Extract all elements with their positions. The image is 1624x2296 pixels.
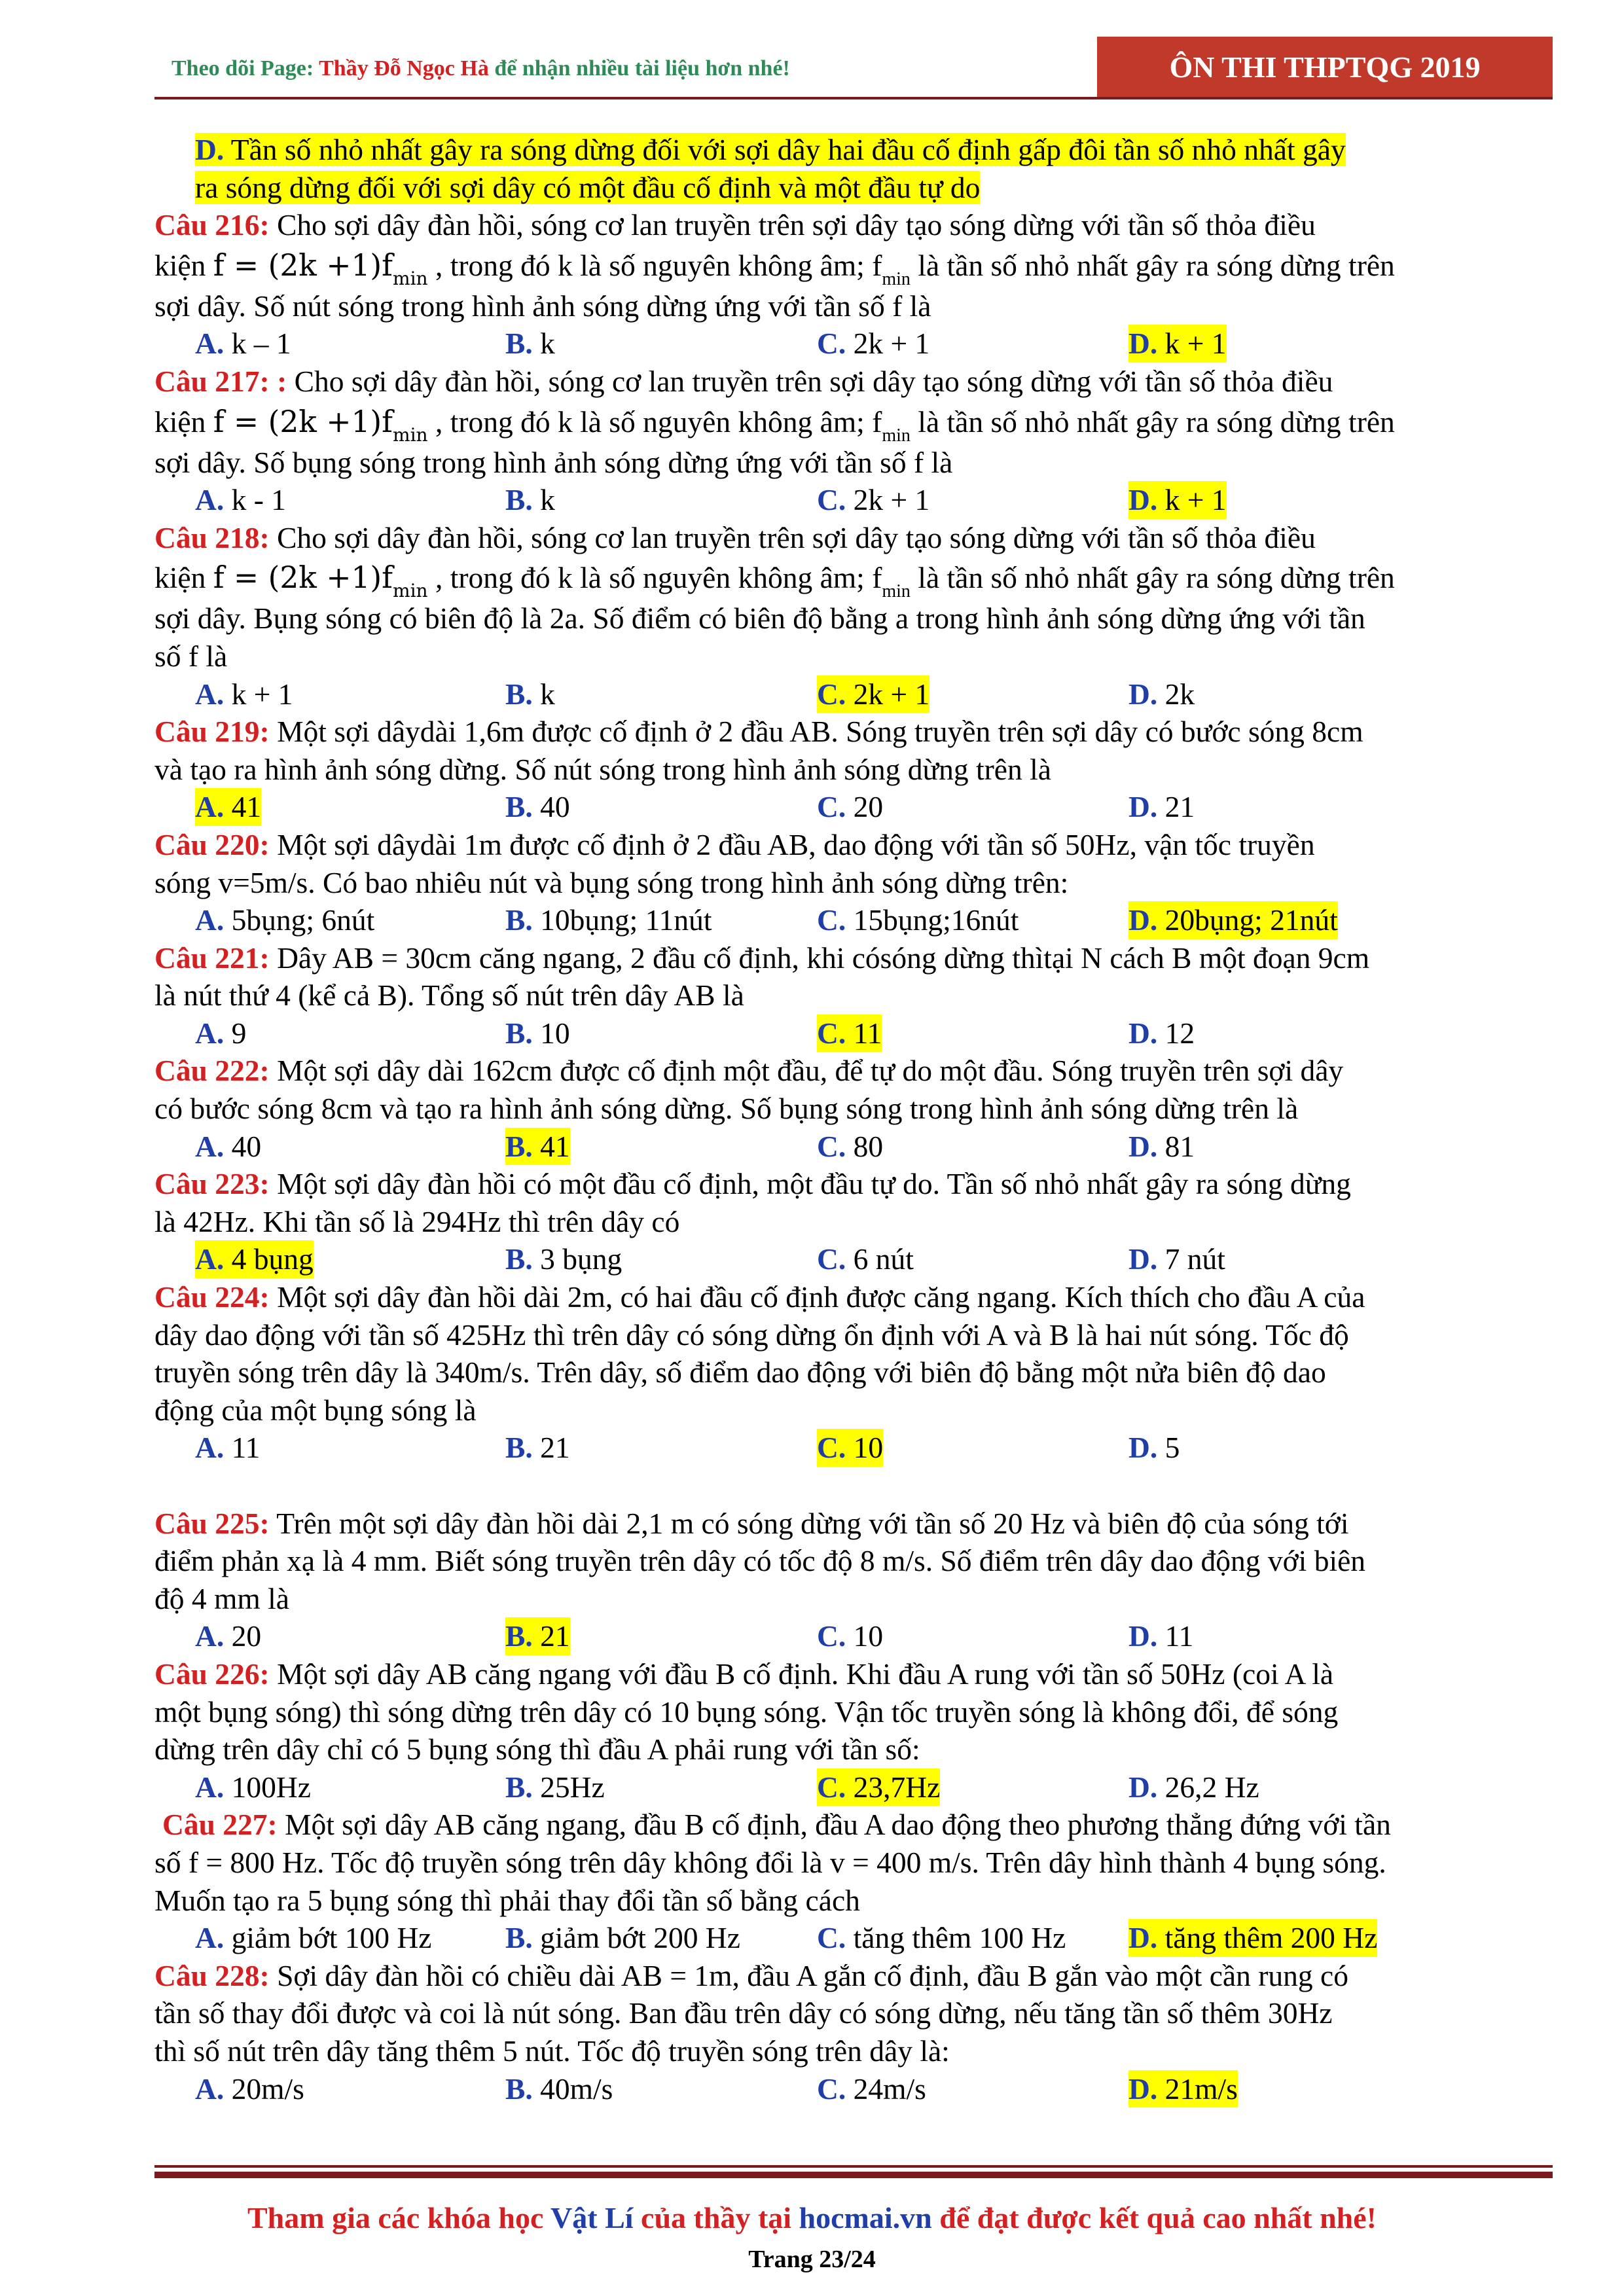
option-d[interactable]: D. 7 nút bbox=[1128, 1242, 1225, 1276]
options-222 bbox=[154, 1128, 1549, 1166]
option-a[interactable]: A. 40 bbox=[195, 1129, 262, 1163]
option-b[interactable]: B. 3 bụng bbox=[505, 1242, 623, 1276]
option-c[interactable]: C. 6 nút bbox=[817, 1242, 914, 1276]
question-label: Câu 221: bbox=[154, 941, 270, 975]
option-a[interactable]: A. k – 1 bbox=[195, 327, 291, 361]
option-c[interactable]: C. 20 bbox=[817, 790, 884, 824]
option-d[interactable]: D. 81 bbox=[1128, 1129, 1195, 1163]
option-b[interactable]: B. 10bụng; 11nút bbox=[505, 903, 712, 937]
question-label: Câu 224: bbox=[154, 1280, 270, 1314]
option-d-correct[interactable]: D. k + 1 bbox=[1128, 481, 1227, 519]
question-label: Câu 217: : bbox=[154, 364, 287, 398]
option-b[interactable]: B. k bbox=[505, 677, 555, 711]
option-a[interactable]: A. 5bụng; 6nút bbox=[195, 903, 375, 937]
question-217: Câu 217: : Cho sợi dây đàn hồi, sóng cơ lan truyền trên sợi dây tạo sóng dừng với tần số thỏa điều bbox=[154, 364, 1333, 398]
question-227: Câu 227: Một sợi dây AB căng ngang, đầu B cố định, đầu A dao động theo phương thẳng đứng với tần bbox=[162, 1808, 1391, 1842]
option-b-correct[interactable]: B. 41 bbox=[505, 1128, 570, 1166]
option-c[interactable]: C. 10 bbox=[817, 1619, 884, 1653]
option-d[interactable]: D. 26,2 Hz bbox=[1128, 1770, 1259, 1804]
question-219: Câu 219: Một sợi dâydài 1,6m được cố định ở 2 đầu AB. Sóng truyền trên sợi dây có bước sóng 8cm bbox=[154, 715, 1363, 749]
options-226 bbox=[154, 1768, 1549, 1806]
footer-promo: Tham gia các khóa học Vật Lí của thầy tại hocmai.vn để đạt được kết quả cao nhất nhé! bbox=[247, 2201, 1377, 2234]
option-c-correct[interactable]: C. 23,7Hz bbox=[817, 1768, 940, 1806]
option-a-correct[interactable]: A. 4 bụng bbox=[195, 1240, 314, 1278]
option-b[interactable]: B. 25Hz bbox=[505, 1770, 605, 1804]
options-217 bbox=[154, 481, 1549, 519]
option-a[interactable]: A. k + 1 bbox=[195, 677, 293, 711]
option-b[interactable]: B. 40 bbox=[505, 790, 570, 824]
options-225 bbox=[154, 1617, 1549, 1655]
option-c[interactable]: C. tăng thêm 100 Hz bbox=[817, 1921, 1066, 1955]
question-218: Câu 218: Cho sợi dây đàn hồi, sóng cơ lan truyền trên sợi dây tạo sóng dừng với tần số thỏa điều bbox=[154, 520, 1316, 554]
page-content: D. Tần số nhỏ nhất gây ra sóng dừng đối với sợi dây hai đầu cố định gấp đôi tần số nhỏ nhất gây ra sóng dừng đối với sợi dây có một đầu cố định và một đầu tự do Câu 216: Cho sợi dây đàn hồi, sóng cơ lan truyền trên sợi dây tạo sóng dừng với tần số thỏa điều kiện $f = (2k +1)f_{min}$ , trong đó k là số nguyên không âm; $f_{min}$ là tần số nhỏ nhất gây ra sóng dừng trên sợi dây. Số nút sóng trong hình ảnh sóng dừng ứng với tần số f là A. k – 1 B. k C. 2k + 1 D. k + 1 Câu 217: : Cho sợi dây đàn hồi, sóng cơ lan truyền trên sợi dây tạo sóng dừng với tần số thỏa điều kiện $f = (2k +1)f_{min}$ , trong đó k là số nguyên không âm; $f_{min}$ là tần số nhỏ nhất gây ra sóng dừng trên sợi dây. Số bụng sóng trong hình ảnh sóng dừng ứng với tần số f là A. k - 1 B. k C. 2k + 1 D. k + 1 Câu 218: Cho sợi dây đàn hồi, sóng cơ lan truyền trên sợi dây tạo sóng dừng với tần số thỏa điều kiện $f = (2k +1)f_{min}$ , trong đó k là số nguyên không âm; $f_{min}$ là tần số nhỏ nhất gây ra sóng dừng trên sợi dây. Bụng sóng có biên độ là 2a. Số điểm có biên độ bằng a trong hình ảnh sóng dừng ứng với tần số f là A. k + 1 B. k C. 2k + 1 D. 2k Câu 219: Một sợi dâydài 1,6m được cố định ở 2 đầu AB. Sóng truyền trên sợi dây có bước sóng 8cm và tạo ra hình ảnh sóng dừng. Số nút sóng trong hình ảnh sóng dừng trên là A. 41 B. 40 C. 20 D. 21 Câu 220: Một sợi dâydài 1m được cố định ở 2 đầu AB, dao động với tần số 50Hz, vận tốc truyền sóng v=5m/s. Có bao nhiêu nút và bụng sóng trong hình ảnh sóng dừng trên: A. 5bụng; 6nút B. 10bụng; 11nút C. 15bụng;16nút D. 20bụng; 21nút Câu 221: Dây AB = 30cm căng ngang, 2 đầu cố định, khi cósóng dừng thìtại N cách B một đoạn 9cm là nút thứ 4 (kể cả B). Tổng số nút trên dây AB là A. 9 B. 10 C. 11 D. 12 Câu 222: Một sợi dây dài 162cm được cố định một đầu, để tự do một đầu. Sóng truyền trên sợi dây có bước sóng 8cm và tạo ra hình ảnh sóng dừng. Số bụng sóng trong hình ảnh sóng dừng trên là A. 40 B. 41 C. 80 D. 81 Câu 223: Một sợi dây đàn hồi có một đầu cố định, một đầu tự do. Tần số nhỏ nhất gây ra sóng dừng là 42Hz. Khi tần số là 294Hz thì trên dây có A. 4 bụng B. 3 bụng C. 6 nút D. 7 nút Câu 224: Một sợi dây đàn hồi dài 2m, có hai đầu cố định được căng ngang. Kích thích cho đầu A của dây dao động với tần số 425Hz thì trên dây có sóng dừng ổn định với A và B là hai nút sóng. Tốc độ truyền sóng trên dây là 340m/s. Trên dây, số điểm dao động với biên độ bằng một nửa biên độ dao động của một bụng sóng là A. 11 B. 21 C. 10 D. 5 Câu 225: Trên một sợi dây đàn hồi dài 2,1 m có sóng dừng với tần số 20 Hz và biên độ của sóng tới điểm phản xạ là 4 mm. Biết sóng truyền trên dây có tốc độ 8 m/s. Số điểm trên dây dao động với biên độ 4 mm là A. 20 B. 21 C. 10 D. 11 Câu 226: Một sợi dây AB căng ngang với đầu B cố định. Khi đầu A rung với tần số 50Hz (coi A là một bụng sóng) thì sóng dừng trên dây có 10 bụng sóng. Vận tốc truyền sóng là không đổi, để sóng dừng trên dây chỉ có 5 bụng sóng thì đầu A phải rung với tần số: A. 100Hz B. 25Hz C. 23,7Hz D. 26,2 Hz Câu 227: Một sợi dây AB căng ngang, đầu B cố định, đầu A dao động theo phương thẳng đứng với tần số f = 800 Hz. Tốc độ truyền sóng trên dây không đổi là v = 400 m/s. Trên dây hình thành 4 bụng sóng. Muốn tạo ra 5 bụng sóng thì phải thay đổi tần số bằng cách A. giảm bớt 100 Hz B. giảm bớt 200 Hz C. tăng thêm 100 Hz D. tăng thêm 200 Hz Câu 228: Sợi dây đàn hồi có chiều dài AB = 1m, đầu A gắn cố định, đầu B gắn vào một cần rung có tần số thay đổi được và coi là nút sóng. Ban đầu trên dây có sóng dừng, nếu tăng tần số thêm 30Hz thì số nút trên dây tăng thêm 5 nút. Tốc độ truyền sóng trên dây là: A. 20m/s B. 40m/s C. 24m/s D. 21m/s bbox=[154, 131, 1549, 2108]
header-exam-badge: ÔN THI THPTQG 2019 bbox=[1097, 37, 1553, 97]
question-216: Câu 216: Cho sợi dây đàn hồi, sóng cơ lan truyền trên sợi dây tạo sóng dừng với tần số thỏa điều bbox=[154, 208, 1316, 242]
option-c[interactable]: C. 2k + 1 bbox=[817, 327, 930, 361]
header-prefix: Theo dõi Page: bbox=[171, 56, 319, 81]
options-218 bbox=[154, 675, 1549, 713]
options-221 bbox=[154, 1014, 1549, 1052]
options-216 bbox=[154, 325, 1549, 363]
option-a[interactable]: A. 20m/s bbox=[195, 2072, 304, 2106]
option-d[interactable]: D. 21 bbox=[1128, 790, 1195, 824]
question-224: Câu 224: Một sợi dây đàn hồi dài 2m, có hai đầu cố định được căng ngang. Kích thích cho đầu A của bbox=[154, 1280, 1365, 1314]
options-223 bbox=[154, 1240, 1549, 1278]
option-b[interactable]: B. 40m/s bbox=[505, 2072, 613, 2106]
intro-line-1: D. Tần số nhỏ nhất gây ra sóng dừng đối với sợi dây hai đầu cố định gấp đôi tần số nhỏ nhất gây bbox=[195, 133, 1346, 166]
question-label: Câu 225: bbox=[154, 1506, 270, 1540]
question-label: Câu 219: bbox=[154, 715, 270, 749]
intro-letter: D. bbox=[195, 133, 225, 166]
option-c[interactable]: C. 24m/s bbox=[817, 2072, 926, 2106]
options-224 bbox=[154, 1429, 1549, 1467]
question-221: Câu 221: Dây AB = 30cm căng ngang, 2 đầu cố định, khi cósóng dừng thìtại N cách B một đoạn 9cm bbox=[154, 941, 1370, 975]
question-label: Câu 218: bbox=[154, 520, 270, 554]
header-divider bbox=[154, 97, 1553, 99]
option-c-correct[interactable]: C. 11 bbox=[817, 1014, 882, 1052]
option-a[interactable]: A. 100Hz bbox=[195, 1770, 311, 1804]
question-label: Câu 226: bbox=[154, 1657, 270, 1691]
question-222: Câu 222: Một sợi dây dài 162cm được cố định một đầu, để tự do một đầu. Sóng truyền trên sợi dây bbox=[154, 1054, 1344, 1088]
footer-divider-thin bbox=[154, 2165, 1553, 2168]
question-label: Câu 220: bbox=[154, 827, 270, 861]
header-note bbox=[171, 56, 790, 81]
option-b[interactable]: B. k bbox=[505, 483, 555, 517]
options-220 bbox=[154, 901, 1549, 939]
intro-line-2: ra sóng dừng đối với sợi dây có một đầu cố định và một đầu tự do bbox=[195, 170, 981, 204]
options-228 bbox=[154, 2070, 1549, 2108]
question-226: Câu 226: Một sợi dây AB căng ngang với đầu B cố định. Khi đầu A rung với tần số 50Hz (coi A là bbox=[154, 1657, 1334, 1691]
option-c[interactable]: C. 2k + 1 bbox=[817, 483, 930, 517]
header-teacher-name: Thầy Đỗ Ngọc Hà bbox=[319, 56, 489, 81]
formula: $f = (2k +1)f_{min}$ bbox=[213, 247, 428, 289]
question-225: Câu 225: Trên một sợi dây đàn hồi dài 2,1 m có sóng dừng với tần số 20 Hz và biên độ của sóng tới bbox=[154, 1506, 1349, 1540]
question-label: Câu 222: bbox=[154, 1054, 270, 1088]
question-228: Câu 228: Sợi dây đàn hồi có chiều dài AB = 1m, đầu A gắn cố định, đầu B gắn vào một cần rung có bbox=[154, 1958, 1348, 1992]
page-number: Trang 23/24 bbox=[748, 2246, 876, 2273]
option-d-correct[interactable]: D. tăng thêm 200 Hz bbox=[1128, 1919, 1377, 1957]
option-d-correct[interactable]: D. 20bụng; 21nút bbox=[1128, 901, 1338, 939]
option-d[interactable]: D. 5 bbox=[1128, 1431, 1180, 1465]
option-a[interactable]: A. 9 bbox=[195, 1016, 247, 1050]
option-a[interactable]: A. 20 bbox=[195, 1619, 262, 1653]
option-d[interactable]: D. 12 bbox=[1128, 1016, 1195, 1050]
formula: $f = (2k +1)f_{min}$ bbox=[213, 560, 428, 602]
option-a[interactable]: A. k - 1 bbox=[195, 483, 287, 517]
option-d-correct[interactable]: D. k + 1 bbox=[1128, 325, 1227, 363]
option-d-correct[interactable]: D. 21m/s bbox=[1128, 2070, 1238, 2108]
option-b[interactable]: B. 21 bbox=[505, 1431, 570, 1465]
footer-site-link[interactable]: hocmai.vn bbox=[799, 2201, 932, 2234]
options-227 bbox=[154, 1919, 1549, 1957]
question-223: Câu 223: Một sợi dây đàn hồi có một đầu cố định, một đầu tự do. Tần số nhỏ nhất gây ra sóng dừng bbox=[154, 1167, 1351, 1201]
option-c-correct[interactable]: C. 2k + 1 bbox=[817, 675, 929, 713]
header-suffix: để nhận nhiều tài liệu hơn nhé! bbox=[488, 56, 790, 81]
question-label: Câu 223: bbox=[154, 1167, 270, 1201]
question-label: Câu 228: bbox=[154, 1958, 270, 1992]
question-220: Câu 220: Một sợi dâydài 1m được cố định ở 2 đầu AB, dao động với tần số 50Hz, vận tốc truyền bbox=[154, 827, 1315, 861]
option-a-correct[interactable]: A. 41 bbox=[195, 788, 261, 826]
option-b[interactable]: B. k bbox=[505, 327, 555, 361]
option-a[interactable]: A. 11 bbox=[195, 1431, 261, 1465]
option-d[interactable]: D. 11 bbox=[1128, 1619, 1194, 1653]
footer-divider-thick bbox=[154, 2172, 1553, 2178]
question-label: Câu 216: bbox=[154, 208, 270, 242]
option-b[interactable]: B. 10 bbox=[505, 1016, 570, 1050]
option-c[interactable]: C. 15bụng;16nút bbox=[817, 903, 1019, 937]
options-219 bbox=[154, 788, 1549, 826]
option-c[interactable]: C. 80 bbox=[817, 1129, 884, 1163]
spacer bbox=[154, 1467, 1549, 1505]
option-d[interactable]: D. 2k bbox=[1128, 677, 1195, 711]
question-label: Câu 227: bbox=[162, 1808, 278, 1842]
option-a[interactable]: A. giảm bớt 100 Hz bbox=[195, 1921, 432, 1955]
formula: $f = (2k +1)f_{min}$ bbox=[213, 404, 428, 446]
option-c-correct[interactable]: C. 10 bbox=[817, 1429, 883, 1467]
option-b[interactable]: B. giảm bớt 200 Hz bbox=[505, 1921, 740, 1955]
option-b-correct[interactable]: B. 21 bbox=[505, 1617, 570, 1655]
